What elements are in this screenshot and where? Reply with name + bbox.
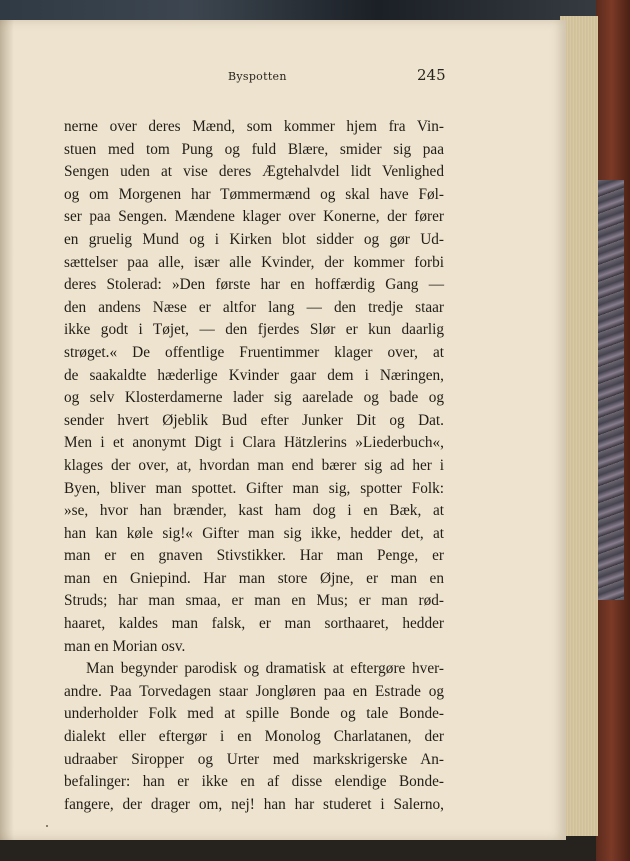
text-line: de saakaldte hæderlige Kvinder gaar dem i Næringen, bbox=[64, 366, 444, 384]
text-line: ikke godt i Tøjet, — den fjerdes Slør er kun daarlig bbox=[64, 321, 444, 339]
text-line: man en Gniepind. Har man store Øjne, er man en bbox=[64, 569, 444, 587]
text-line: deres Stolerad: »Den første har en hoffærdig Gang — bbox=[64, 276, 444, 294]
text-line: Struds; har man smaa, er man en Mus; er man rød- bbox=[64, 592, 444, 610]
text-line: andre. Paa Torvedagen staar Jongløren paa en Estrade og bbox=[64, 682, 444, 700]
text-line: man en Morian osv. bbox=[64, 637, 186, 655]
text-line: stuen med tom Pung og fuld Blære, smider sig paa bbox=[64, 140, 444, 158]
text-line: Man begynder parodisk og dramatisk at eftergøre hver- bbox=[86, 660, 444, 678]
text-line: Byen, bliver man spottet. Gifter man sig, spotter Folk: bbox=[64, 479, 444, 497]
text-line: sender hvert Øjeblik Bud efter Junker Dit og Dat. bbox=[64, 411, 444, 429]
text-line: Men i et anonymt Digt i Clara Hätzlerins »Liederbuch«, bbox=[64, 434, 444, 452]
text-line: »se, hvor han brænder, kast ham dog i en Bæk, at bbox=[64, 502, 444, 520]
page-number: 245 bbox=[417, 66, 446, 84]
text-line: klages der over, at, hvordan man end bærer sig ad her i bbox=[64, 456, 444, 474]
gutter-shadow bbox=[0, 20, 14, 840]
paper-speck bbox=[46, 825, 48, 827]
text-line: fangere, der drager om, nej! han har studeret i Salerno, bbox=[64, 795, 444, 813]
text-line: befalinger: han er ikke en af disse elendige Bonde- bbox=[64, 773, 444, 791]
body-text bbox=[64, 116, 444, 816]
text-line: nerne over deres Mænd, som kommer hjem fra Vin- bbox=[64, 118, 444, 135]
running-head bbox=[0, 66, 566, 90]
text-line: og om Morgenen har Tømmermænd og skal have Føl- bbox=[64, 185, 444, 203]
text-line: udraaber Siropper og Urter med markskrigerske An- bbox=[64, 750, 444, 768]
text-line: og selv Klosterdamerne lader sig aarelade og bade og bbox=[64, 389, 444, 407]
text-line: underholder Folk med at spille Bonde og tale Bonde- bbox=[64, 705, 444, 723]
text-line: dialekt eller eftergør i en Monolog Charlatanen, der bbox=[64, 728, 444, 746]
text-line: Sengen uden at vise deres Ægtehalvdel lidt Venlighed bbox=[64, 163, 444, 181]
text-line: sættelser paa alle, især alle Kvinder, der kommer forbi bbox=[64, 253, 444, 271]
text-line: han kan køle sig!« Gifter man sig ikke, hedder det, at bbox=[64, 524, 444, 542]
marbled-endpaper bbox=[598, 180, 624, 600]
background-strip bbox=[0, 0, 630, 22]
text-line: ser paa Sengen. Mændene klager over Konerne, der fører bbox=[64, 208, 444, 226]
text-line: den andens Næse er altfor lang — den tredje staar bbox=[64, 298, 444, 316]
text-line: man er en gnaven Stivstikker. Har man Penge, er bbox=[64, 547, 444, 565]
running-title: Byspotten bbox=[228, 70, 287, 83]
text-line: en gruelig Mund og i Kirken blot sidder og gør Ud- bbox=[64, 230, 444, 248]
text-line: strøget.« De offentlige Fruentimmer klager over, at bbox=[64, 343, 444, 361]
text-line: haaret, kaldes man falsk, er man sorthaaret, hedder bbox=[64, 615, 444, 633]
